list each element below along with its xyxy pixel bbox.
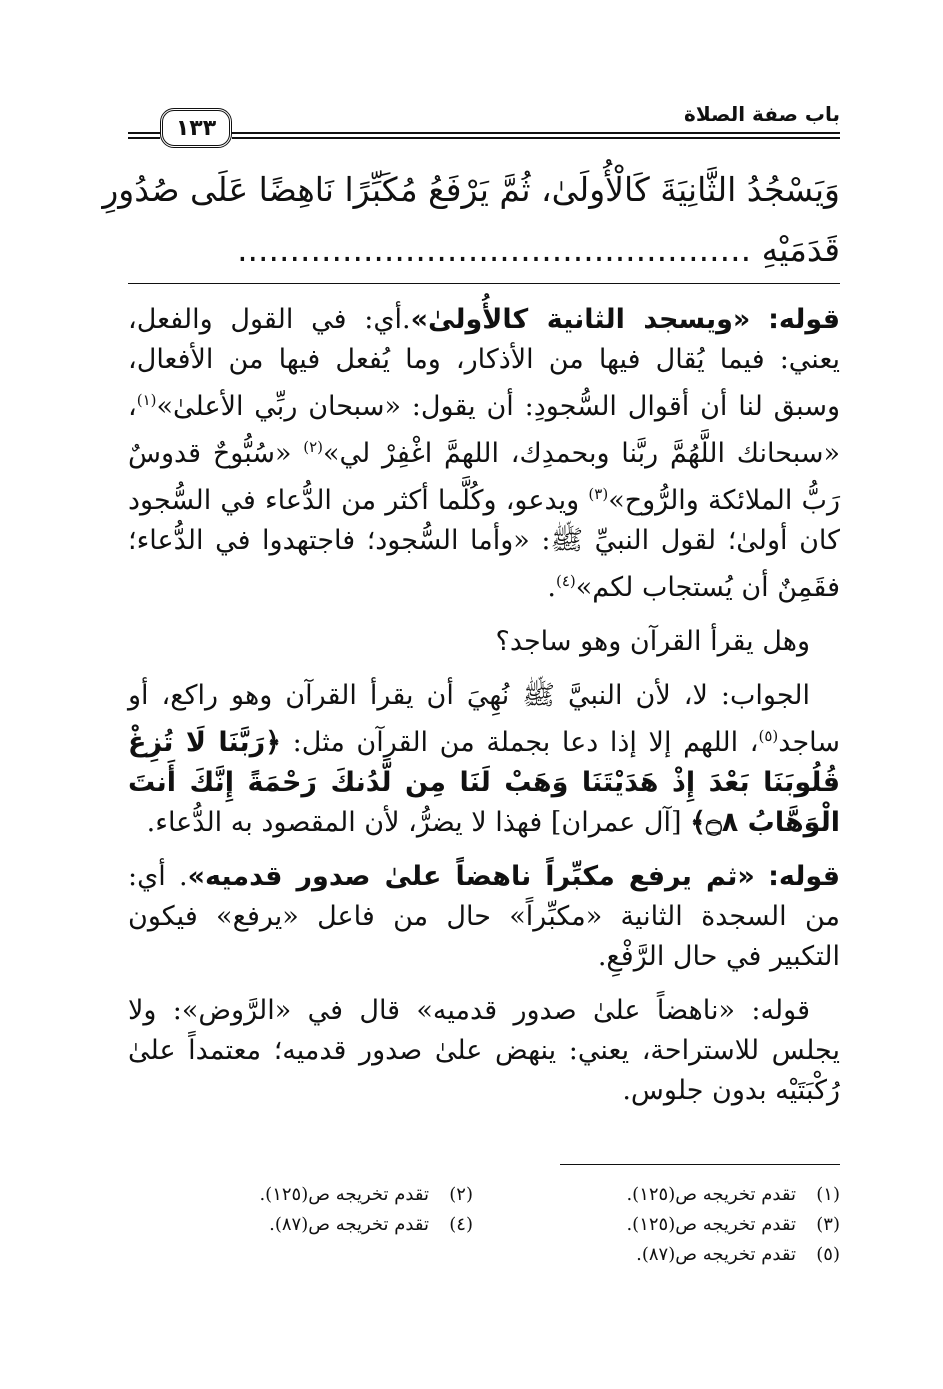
header-rule-left [128, 132, 160, 134]
page-number: ١٣٣ [175, 115, 217, 141]
footnote-2-text: تقدم تخريجه ص(١٢٥). [259, 1184, 429, 1205]
footnote-1 [626, 1184, 840, 1205]
footnote-2 [259, 1184, 473, 1205]
p1-text-1: .أي: في القول والفعل، يعني: فيما يُقال فيها من الأذكار، وما يُفعل فيها من الأفعال، وسبق لنا أن أقوال السُّجودِ: أن يقول: «سبحان ربِّي الأعلىٰ» [128, 304, 840, 422]
footnote-1-number: (١) [816, 1184, 840, 1205]
footnote-3-text: تقدم تخريجه ص(١٢٥). [626, 1214, 796, 1235]
footnote-4-number: (٤) [449, 1214, 473, 1235]
matn-line-2 [128, 220, 840, 280]
p1-text-5: . [547, 572, 556, 603]
matn-separator-rule [128, 283, 840, 284]
matn-line-1: وَيَسْجُدُ الثَّانِيَةَ كَالْأُولَىٰ، ثُمَّ يَرْفَعُ مُكَبِّرًا نَاهِضًا عَلَى صُدُورِ [102, 170, 840, 209]
qawluhu-label: قوله: [768, 304, 840, 335]
p1-text-3: «سُبُّوحٌ قدوسٌ رَبُّ الملائكة والرُّوح» [128, 438, 841, 516]
header-rule-right [232, 132, 840, 134]
paragraph-2: وهل يقرأ القرآن وهو ساجد؟ [495, 626, 810, 657]
p1-text-4: ويدعو، وكُلَّما أكثر من الدُّعاء في السُّجود كان أولىٰ؛ لقول النبيِّ ﷺ: «وأما السُّجود؛ فاجتهدوا في الدُّعاء؛ فقَمِنٌ أن يُستجاب لكم» [128, 485, 840, 603]
paragraph-1 [128, 300, 840, 608]
p1-text-2: ، «سبحانك اللَّهُمَّ ربَّنا وبحمدِك، اللهمَّ اغْفِرْ لي» [128, 391, 840, 469]
footnote-4 [269, 1214, 473, 1235]
quran-verse: ﴿رَبَّنَا لَا تُزِغْ قُلُوبَنَا بَعْدَ إِذْ هَدَيْتَنَا وَهَبْ لَنَا مِن لَّدُنكَ رَحْمَةً إِنَّكَ أَنتَ الْوَهَّابُ ۝٨﴾ [128, 727, 840, 838]
footnote-ref-5: (٥) [758, 727, 779, 745]
p3-text-1: الجواب: لا، لأن النبيَّ ﷺ نُهِيَ أن يقرأ القرآن وهو راكع، أو ساجد [128, 680, 840, 758]
p3-text-3: [آل عمران] فهذا لا يضرُّ، لأن المقصود به الدُّعاء. [146, 807, 691, 838]
page-number-frame [160, 108, 232, 148]
footnote-1-text: تقدم تخريجه ص(١٢٥). [626, 1184, 796, 1205]
p3-text-2: ، اللهم إلا إذا دعا بجملة من القرآن مثل: [281, 727, 759, 758]
footnote-4-text: تقدم تخريجه ص(٨٧). [269, 1214, 429, 1235]
footnote-ref-3: (٣) [588, 485, 609, 503]
footnote-ref-2: (٢) [303, 438, 324, 456]
paragraph-5: قوله: «ناهضاً علىٰ صدور قدميه» قال في «الرَّوض»: ولا يجلس للاستراحة، يعني: ينهض علىٰ صدور قدميه؛ معتمداً علىٰ رُكْبَتَيْه بدون جلوس. [128, 995, 840, 1106]
footnote-5-text: تقدم تخريجه ص(٨٧). [636, 1244, 796, 1265]
matn-quote-2: «ثم يرفع مكبِّراً ناهضاً علىٰ صدور قدميه» [187, 861, 755, 892]
footnote-ref-1: (١) [136, 391, 157, 409]
header-rule-right-2 [232, 137, 840, 139]
commentary-body [128, 300, 840, 1111]
paragraph-3 [128, 676, 840, 843]
matn-dots: ................................................. [237, 230, 752, 269]
footnote-5-number: (٥) [816, 1244, 840, 1265]
header-rule-left-2 [128, 137, 160, 139]
matn-line-2-text: قَدَمَيْهِ [761, 230, 840, 269]
p4-text-1: . أي: من السجدة الثانية «مكبِّراً» حال من فاعل «يرفع» فيكون التكبير في حال الرَّفْعِ. [128, 861, 840, 972]
footnote-3 [626, 1214, 840, 1235]
matn-block [102, 160, 840, 280]
qawluhu-label-2: قوله: [768, 861, 840, 892]
chapter-title: باب صفة الصلاة [684, 102, 840, 126]
matn-quote-1: «ويسجد الثانية كالأُولىٰ» [410, 304, 751, 335]
paragraph-4 [128, 857, 840, 977]
footnote-5 [636, 1244, 840, 1265]
footnote-ref-4: (٤) [555, 572, 576, 590]
footnote-rule [560, 1164, 840, 1165]
footnote-2-number: (٢) [449, 1184, 473, 1205]
footnote-3-number: (٣) [816, 1214, 840, 1235]
